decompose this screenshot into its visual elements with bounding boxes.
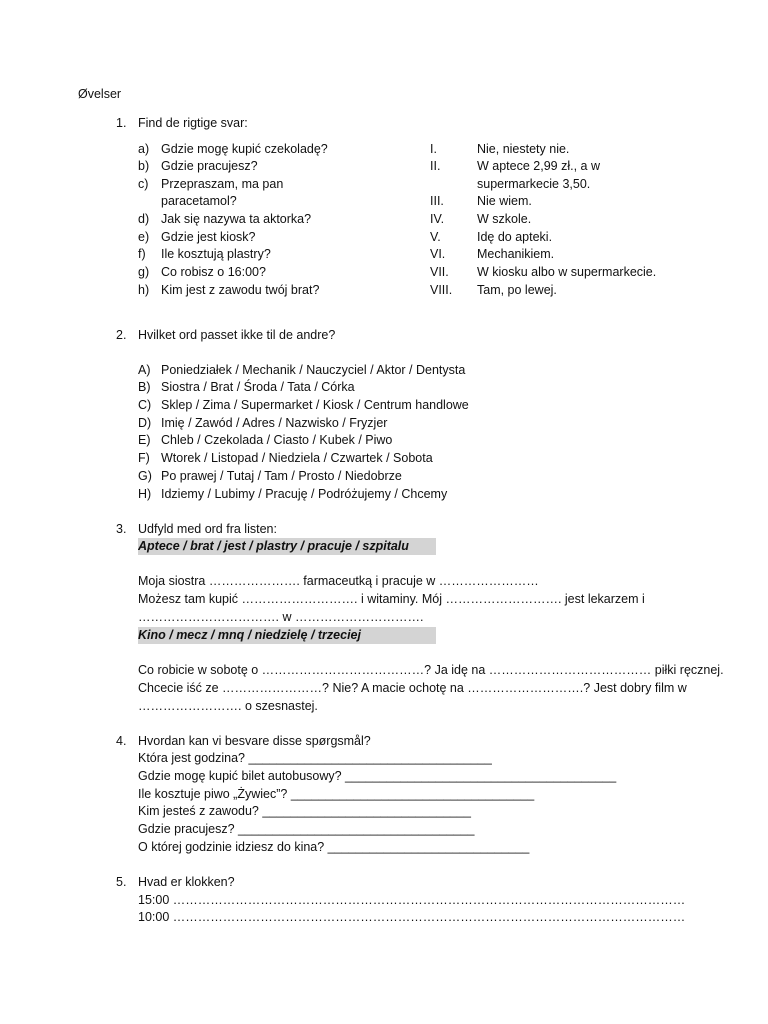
q2-item-mark: F) [138,451,150,465]
q1-right-answer: W kiosku albo w supermarkecie. [477,265,657,279]
q1-left-item: Ile kosztują plastry? [161,247,271,261]
q2-item-words: Idziemy / Lubimy / Pracuję / Podróżujemy / Chcemy [161,487,448,501]
q3-fill-line: ……………………. o szesnastej. [138,699,318,713]
q1-left-item: Przepraszam, ma pan [161,177,284,191]
q1-right-answer: Idę do apteki. [477,230,553,244]
q1-right-answer: W aptece 2,99 zł., a w [477,159,600,173]
q2-item-mark: A) [138,363,151,377]
q1-right-answer: supermarkecie 3,50. [477,177,591,191]
q3-fill-line: ……………………………. w …………………………. [138,610,424,624]
q1-right-mark: VIII. [430,283,453,297]
q1-left-item: Kim jest z zawodu twój brat? [161,283,320,297]
q5-instruction: Hvad er klokken? [138,875,235,889]
q1-number: 1. [116,116,127,130]
q5-answer-line: 10:00 …………………………………………………………………………………………………………… [138,910,686,924]
q2-item-mark: E) [138,433,151,447]
q5-answer-line: 15:00 …………………………………………………………………………………………………………… [138,893,686,907]
q1-left-mark: e) [138,230,150,244]
q2-item-words: Siostra / Brat / Środa / Tata / Córka [161,380,355,394]
q1-right-mark: III. [430,194,444,208]
q1-left-mark: d) [138,212,150,226]
q4-answer-line: O której godzinie idziesz do kina? _____________________________ [138,840,530,854]
q1-left-mark: h) [138,283,150,297]
q4-answer-line: Kim jesteś z zawodu? ______________________________ [138,804,471,818]
q4-answer-line: Ile kosztuje piwo „Żywiec”? ___________________________________ [138,787,535,801]
q1-right-mark: VI. [430,247,446,261]
q3-fill-line: Chcecie iść ze ……………………? Nie? A macie ochotę na ……………………….? Jest dobry film w [138,681,687,695]
q2-item-mark: G) [138,469,152,483]
q3-fill-line: Moja siostra …………………. farmaceutką i pracuje w …………………… [138,574,539,588]
q1-left-item: Co robisz o 16:00? [161,265,266,279]
q2-item-words: Chleb / Czekolada / Ciasto / Kubek / Piwo [161,433,393,447]
q2-instruction: Hvilket ord passet ikke til de andre? [138,328,336,342]
q3-fill-line: Możesz tam kupić ………………………. i witaminy. Mój ………………………. jest lekarzem i [138,592,645,606]
q4-number: 4. [116,734,127,748]
q4-instruction: Hvordan kan vi besvare disse spørgsmål? [138,734,371,748]
q1-right-answer: Nie, niestety nie. [477,142,570,156]
q1-left-mark: b) [138,159,150,173]
q2-item-mark: D) [138,416,152,430]
q1-left-item: Gdzie jest kiosk? [161,230,256,244]
q2-item-mark: H) [138,487,152,501]
q1-right-mark: IV. [430,212,445,226]
q1-left-mark: a) [138,142,150,156]
q3-word-bank-1: Aptece / brat / jest / plastry / pracuje / szpitalu [138,538,436,555]
q3-word-bank-2: Kino / mecz / mnq / niedzielę / trzeciej [138,627,436,644]
q2-item-mark: C) [138,398,152,412]
q4-answer-line: Gdzie pracujesz? __________________________________ [138,822,475,836]
q3-fill-line: Co robicie w sobotę o …………………………………? Ja idę na ………………………………… piłki ręcznej. [138,663,724,677]
q1-right-mark: I. [430,142,437,156]
page-title: Øvelser [78,87,122,101]
q1-left-item: paracetamol? [161,194,237,208]
q2-item-words: Po prawej / Tutaj / Tam / Prosto / Niedobrze [161,469,402,483]
q3-number: 3. [116,522,127,536]
q5-number: 5. [116,875,127,889]
q4-answer-line: Która jest godzina? ___________________________________ [138,751,492,765]
q1-left-mark: c) [138,177,149,191]
q1-right-answer: Tam, po lewej. [477,283,557,297]
q2-number: 2. [116,328,127,342]
q2-item-words: Wtorek / Listopad / Niedziela / Czwartek / Sobota [161,451,433,465]
q1-right-answer: Mechanikiem. [477,247,555,261]
q4-answer-line: Gdzie mogę kupić bilet autobusowy? _______________________________________ [138,769,617,783]
q1-left-item: Jak się nazywa ta aktorka? [161,212,312,226]
q3-instruction: Udfyld med ord fra listen: [138,522,277,536]
q1-left-mark: f) [138,247,146,261]
q1-left-mark: g) [138,265,150,279]
q2-item-words: Imię / Zawód / Adres / Nazwisko / Fryzjer [161,416,388,430]
q1-right-mark: II. [430,159,441,173]
q1-right-answer: W szkole. [477,212,532,226]
q2-item-words: Sklep / Zima / Supermarket / Kiosk / Centrum handlowe [161,398,469,412]
q2-item-mark: B) [138,380,151,394]
q1-instruction: Find de rigtige svar: [138,116,248,130]
q1-right-mark: V. [430,230,441,244]
q1-left-item: Gdzie pracujesz? [161,159,258,173]
q1-right-mark: VII. [430,265,449,279]
q2-item-words: Poniedziałek / Mechanik / Nauczyciel / Aktor / Dentysta [161,363,466,377]
q1-left-item: Gdzie mogę kupić czekoladę? [161,142,328,156]
q1-right-answer: Nie wiem. [477,194,532,208]
